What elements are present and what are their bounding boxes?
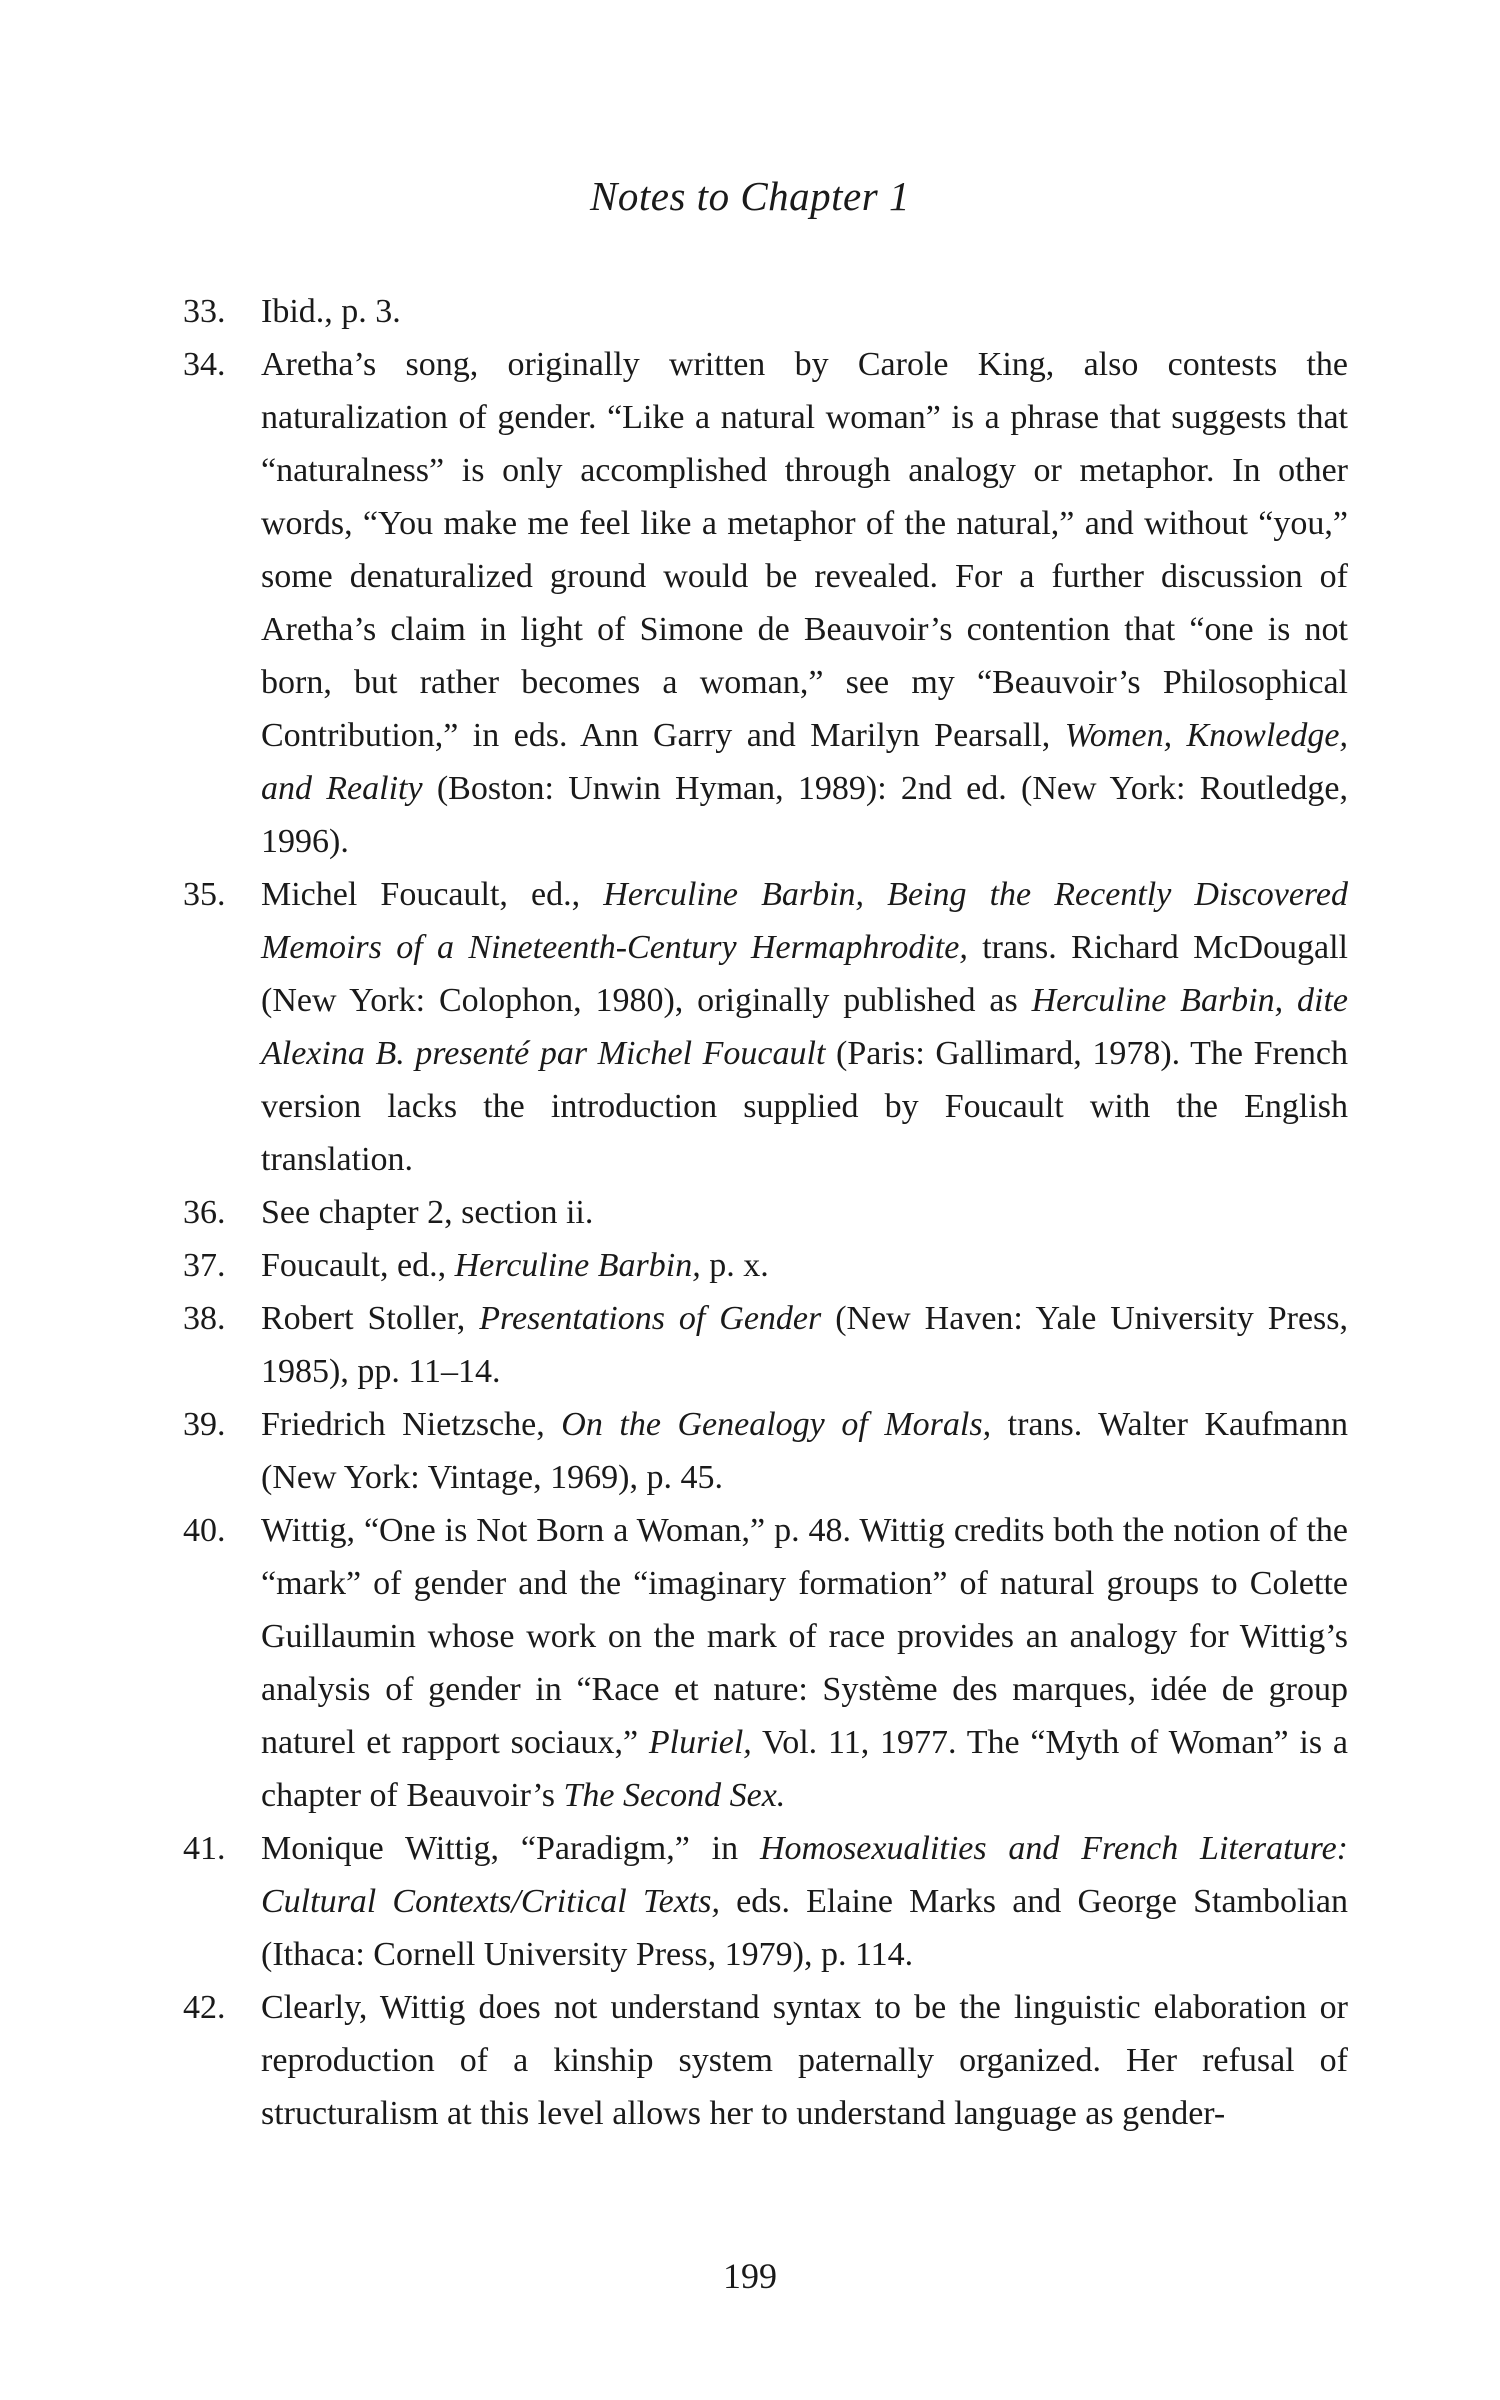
endnote-number: 37. xyxy=(183,1247,226,1284)
endnote-text-segment: See chapter 2, section ii. xyxy=(261,1194,594,1231)
endnote-title-italic: Homosexualities and French Literature: Cultural Contexts/Critical Texts, xyxy=(261,1830,1348,1920)
endnote-title-italic: Pluriel, xyxy=(648,1724,752,1761)
endnote-title-italic: Presentations of Gender xyxy=(479,1300,822,1337)
endnote xyxy=(183,1504,1348,1822)
endnote-text xyxy=(261,1504,1348,1822)
endnote-number: 41. xyxy=(183,1830,226,1867)
endnote-number: 36. xyxy=(183,1194,226,1231)
endnote-text xyxy=(261,1239,1348,1292)
endnote-text-segment: (Paris: Gallimard, 1978). The French version lacks the introduction supplied by Foucault with the English translation. xyxy=(261,1035,1348,1178)
endnote-text-segment: Friedrich Nietzsche, xyxy=(261,1406,562,1443)
running-head: Notes to Chapter 1 xyxy=(590,173,910,219)
endnote-text-segment: Robert Stoller, xyxy=(261,1300,480,1337)
endnote-text-segment: Wittig, “One is Not Born a Woman,” p. 48. Wittig credits both the notion of the “mark” of gender and the “imaginary formation” of natural groups to Colette Guillaumin whose work on the mark of race provides an analogy for Wittig’s analysis of gender in “Race et nature: Système des marques, idée de group naturel et rapport sociaux,” xyxy=(261,1512,1348,1761)
endnote-text-segment: Foucault, ed., xyxy=(261,1247,455,1284)
endnote-text-segment: Michel Foucault, ed., xyxy=(261,876,604,913)
endnote-text xyxy=(261,868,1348,1186)
endnote-text xyxy=(261,1981,1348,2140)
endnote-number: 34. xyxy=(183,346,226,383)
endnote-title-italic: Herculine Barbin, Being the Recently Discovered Memoirs of a Nineteenth-Century Hermaphrodite, xyxy=(261,876,1348,966)
endnote-text-segment: Aretha’s song, originally written by Carole King, also contests the naturalization of gender. “Like a natural woman” is a phrase that suggests that “naturalness” is only accomplished through analogy or metaphor. In other words, “You make me feel like a metaphor of the natural,” and without “you,” some denaturalized ground would be revealed. For a further discussion of Aretha’s claim in light of Simone de Beauvoir’s contention that “one is not born, but rather becomes a woman,” see my “Beauvoir’s Philosophical Contribution,” in eds. Ann Garry and Marilyn Pearsall, xyxy=(261,346,1348,754)
endnote-text xyxy=(261,1292,1348,1398)
endnote xyxy=(183,338,1348,868)
endnote-title-italic: Herculine Barbin, dite Alexina B. presenté par Michel Foucault xyxy=(261,982,1348,1072)
endnote-text xyxy=(261,1822,1348,1981)
endnote-number: 42. xyxy=(183,1989,226,2026)
endnote-title-italic: Women, Knowledge, and Reality xyxy=(261,717,1348,807)
endnote xyxy=(183,285,1348,338)
endnote-number: 38. xyxy=(183,1300,226,1337)
endnote-number: 39. xyxy=(183,1406,226,1443)
endnote-text-segment: Clearly, Wittig does not understand syntax to be the linguistic elaboration or reproduction of a kinship system paternally organized. Her refusal of structuralism at this level allows her to understand language as gender- xyxy=(261,1989,1348,2132)
endnote-text xyxy=(261,338,1348,868)
endnote-text xyxy=(261,1186,1348,1239)
endnote-text-segment: p. x. xyxy=(700,1247,769,1284)
page-number: 199 xyxy=(723,2256,777,2296)
endnote-title-italic: On the Genealogy of Morals, xyxy=(561,1406,992,1443)
endnote xyxy=(183,1981,1348,2140)
endnote-text-segment: trans. Richard McDougall (New York: Colophon, 1980), originally published as xyxy=(261,929,1349,1019)
endnote-text-segment: Vol. 11, 1977. The “Myth of Woman” is a chapter of Beauvoir’s xyxy=(261,1724,1348,1814)
endnote-number: 33. xyxy=(183,293,226,330)
endnote-text-segment: (New Haven: Yale University Press, 1985), pp. 11–14. xyxy=(261,1300,1349,1390)
endnote xyxy=(183,1186,1348,1239)
endnote-title-italic: Herculine Barbin, xyxy=(454,1247,701,1284)
endnote xyxy=(183,1239,1348,1292)
endnote-number: 40. xyxy=(183,1512,226,1549)
endnote xyxy=(183,1292,1348,1398)
endnote-text-segment: trans. Walter Kaufmann (New York: Vintage, 1969), p. 45. xyxy=(261,1406,1349,1496)
endnote-text-segment: (Boston: Unwin Hyman, 1989): 2nd ed. (New York: Routledge, 1996). xyxy=(261,770,1348,860)
endnote-text-segment: Monique Wittig, “Paradigm,” in xyxy=(261,1830,760,1867)
endnote-text-segment: eds. Elaine Marks and George Stambolian (Ithaca: Cornell University Press, 1979), p. 114. xyxy=(261,1883,1348,1973)
endnote xyxy=(183,1822,1348,1981)
endnote-number: 35. xyxy=(183,876,226,913)
endnote-title-italic: The Second Sex. xyxy=(563,1777,786,1814)
endnote-text xyxy=(261,1398,1348,1504)
endnote-text xyxy=(261,285,1348,338)
endnotes-list xyxy=(183,285,1348,2140)
endnote xyxy=(183,868,1348,1186)
endnote xyxy=(183,1398,1348,1504)
endnote-text-segment: Ibid., p. 3. xyxy=(261,293,401,330)
